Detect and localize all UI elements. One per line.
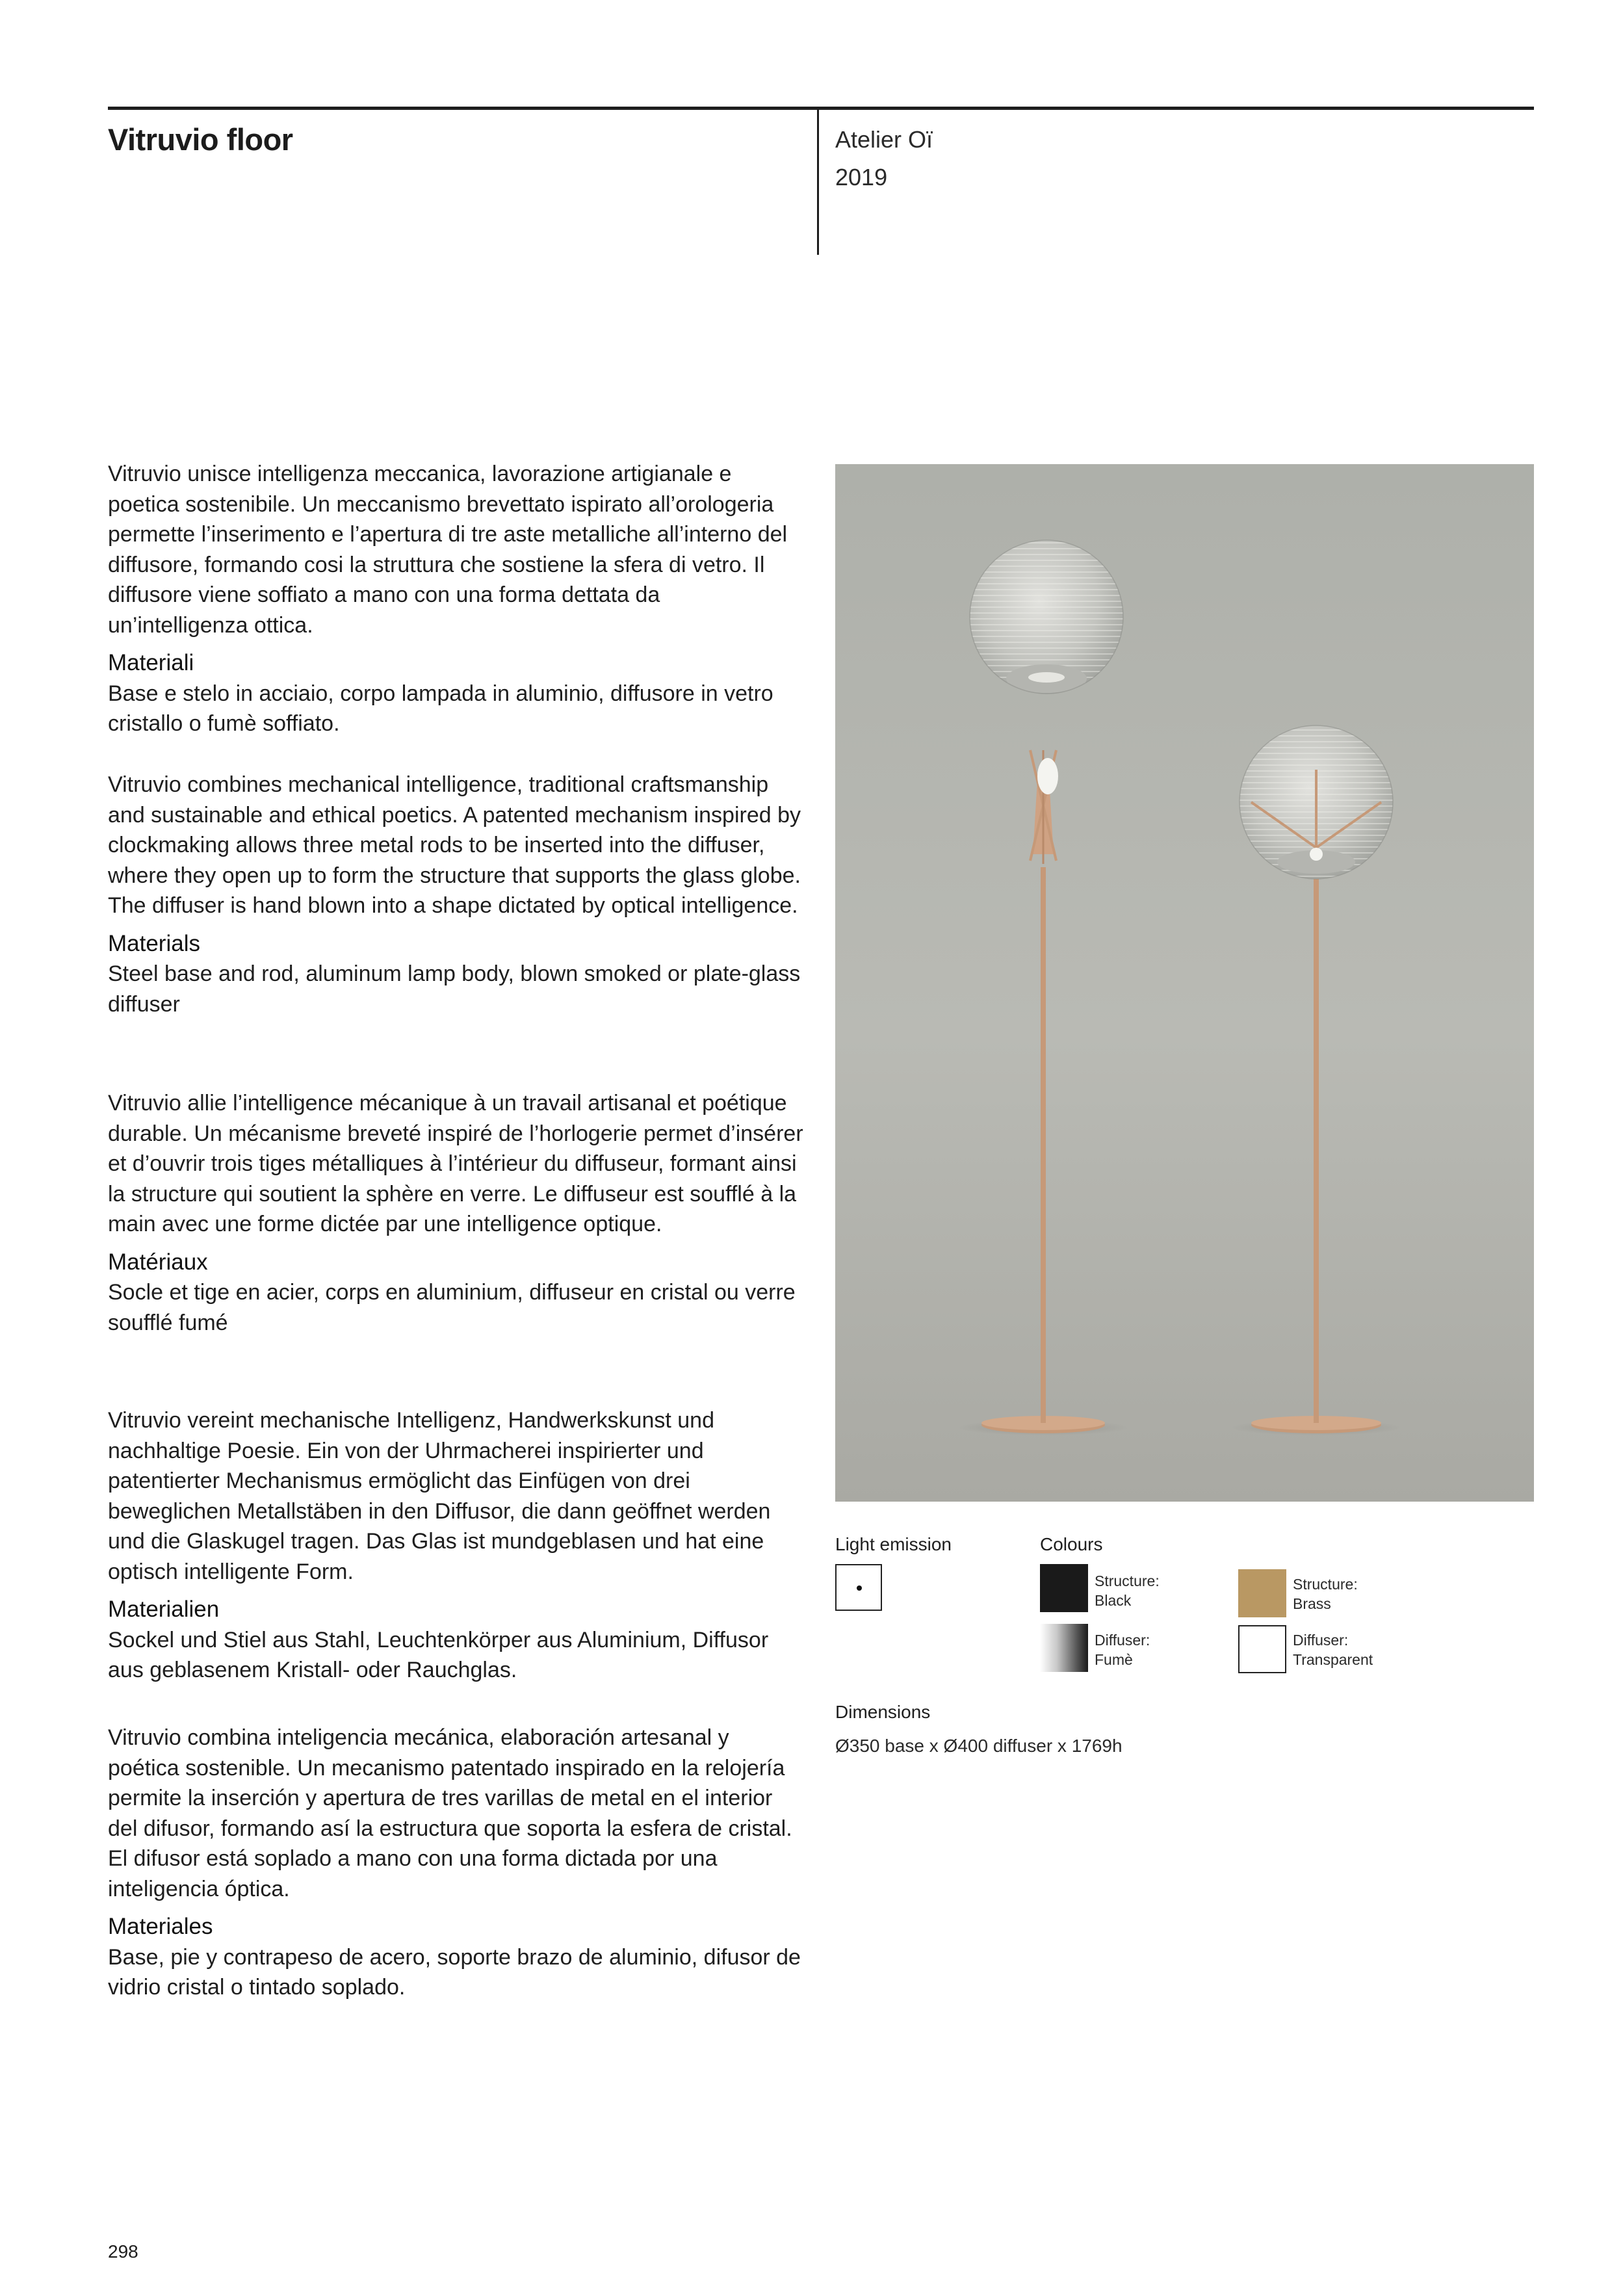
materials-heading: Materials [108,930,200,956]
swatch-label: Structure: Black [1095,1572,1160,1609]
materials-text: Steel base and rod, aluminum lamp body, blown smoked or plate-glass diffuser [108,961,801,1017]
dimensions-value: Ø350 base x Ø400 diffuser x 1769h [835,1736,1123,1756]
swatch-label: Structure: Brass [1293,1576,1358,1612]
swatch-diffuser-fume [1040,1624,1088,1672]
colours-label: Colours [1040,1534,1103,1554]
description-italian [108,459,803,739]
materials-text: Socle et tige en acier, corps en aluminium, diffuseur en cristal ou verre soufflé fumé [108,1280,796,1335]
description-body: Vitruvio combines mechanical intelligence, traditional craftsmanship and sustainable and ethical poetics. A patented mechanism inspired by clockmaking allows three metal rods to be inserted into the diffuser, where they open up to form the structure that supports the glass globe. The diffuser is hand blown into a shape dictated by optical intelligence. [108,772,801,918]
dimensions-label: Dimensions [835,1702,931,1722]
description-english [108,770,803,1019]
materials-text: Base, pie y contrapeso de acero, soporte brazo de aluminio, difusor de vidrio cristal o tintado soplado. [108,1944,801,2000]
materials-text: Sockel und Stiel aus Stahl, Leuchtenkörper aus Aluminium, Diffusor aus geblasenem Kristall- oder Rauchglas. [108,1627,769,1682]
description-german [108,1405,803,1686]
page-number: 298 [108,2241,138,2262]
designer-name: Atelier Oï [835,126,933,153]
materials-heading: Materialien [108,1597,220,1622]
page-title: Vitruvio floor [108,122,293,157]
materials-heading: Materiali [108,650,194,675]
materials-heading: Materiales [108,1914,213,1939]
description-body: Vitruvio vereint mechanische Intelligenz, Handwerkskunst und nachhaltige Poesie. Ein von der Uhrmacherei inspirierter und patentierter Mechanismus ermöglicht das Einfügen von drei beweglichen Metallstäben in den Diffusor, die dann geöffnet werden und die Glaskugel tragen. Das Glas ist mundgeblasen und hat eine optisch intelligente Form. [108,1408,771,1584]
top-rule [108,107,1534,110]
light-dot-icon [857,1585,862,1591]
description-body: Vitruvio allie l’intelligence mécanique à un travail artisanal et poétique durable. Un mécanisme breveté inspiré de l’horlogerie permet d’insérer et d’ouvrir trois tiges métalliques à l’intérieur du diffuseur, formant ainsi la structure qui soutient la sphère en verre. Le diffuseur est soufflé à la main avec une forme dictée par une intelligence optique. [108,1091,803,1236]
swatch-structure-black [1040,1564,1088,1612]
light-emission-label: Light emission [835,1534,952,1554]
product-photo [835,464,1534,1502]
light-emission-icon [835,1564,882,1611]
swatch-structure-brass [1238,1569,1286,1617]
swatch-diffuser-transparent [1238,1625,1286,1673]
header-divider [817,107,819,255]
materials-heading: Matériaux [108,1249,208,1275]
swatch-label: Diffuser: Fumè [1095,1632,1150,1668]
swatch-label: Diffuser: Transparent [1293,1632,1373,1668]
description-body: Vitruvio combina inteligencia mecánica, elaboración artesanal y poética sostenible. Un mecanismo patentado inspirado en la relojería permite la inserción y apertura de tres varillas de metal en el interior del difusor, formando así la estructura que soporta la esfera de cristal. El difusor está soplado a mano con una forma dictada por una inteligencia óptica. [108,1725,792,1901]
description-french [108,1088,803,1338]
description-spanish [108,1723,803,2003]
description-body: Vitruvio unisce intelligenza meccanica, lavorazione artigianale e poetica sostenibile. Un meccanismo brevettato ispirato all’orologeria permette l’inserimento e l’apertura di tre aste metalliche all’interno del diffusore, formando cosi la struttura che sostiene la sfera di vetro. Il diffusore viene soffiato a mano con una forma dettata da un’intelligenza ottica. [108,462,788,638]
floating-globe-illustration [970,540,1123,694]
materials-text: Base e stelo in acciaio, corpo lampada in aluminio, diffusore in vetro cristallo o fumè soffiato. [108,681,773,736]
design-year: 2019 [835,164,888,190]
